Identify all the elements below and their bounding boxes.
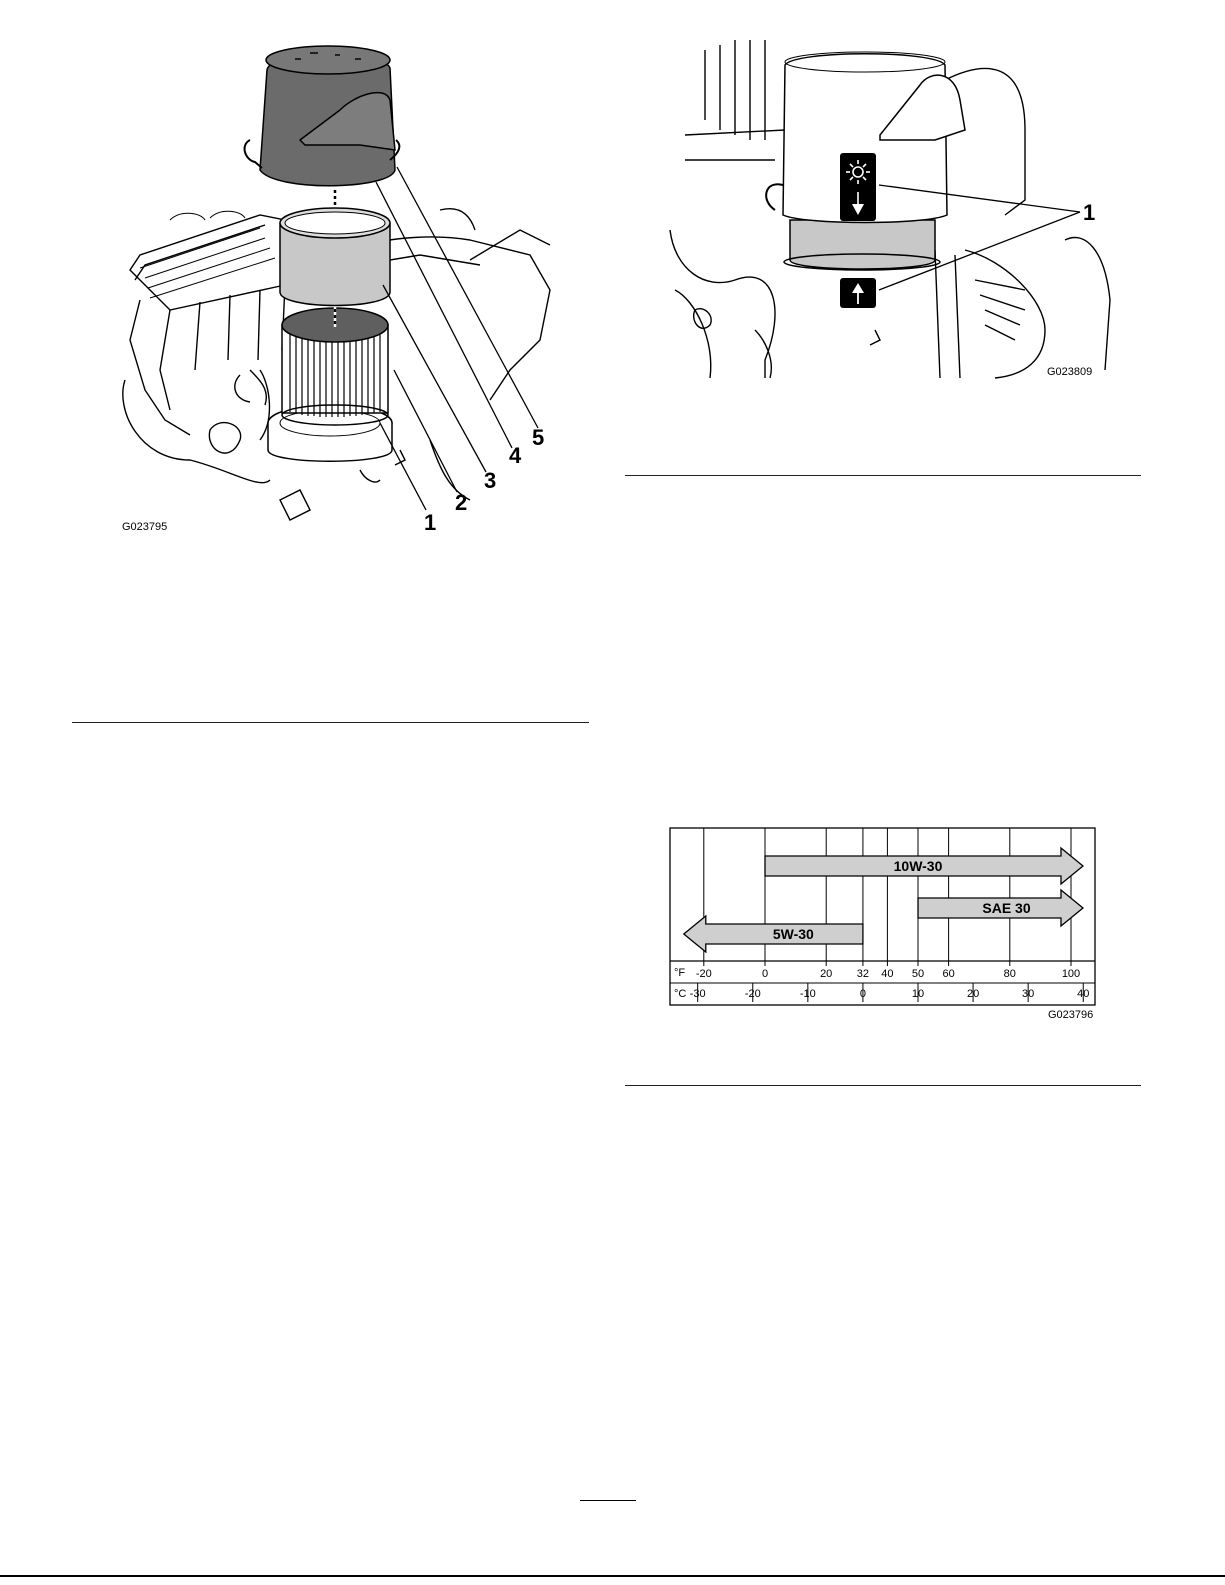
callout-3: 3	[484, 468, 497, 493]
f-tick-label: 60	[942, 968, 955, 980]
f-tick-label: 100	[1061, 968, 1081, 980]
oil-range-label: SAE 30	[982, 900, 1031, 916]
callout-5: 5	[532, 425, 545, 450]
figure-ref-code: G023795	[122, 521, 168, 533]
c-tick-label: 20	[966, 988, 980, 1000]
oil-range-label: 5W-30	[772, 926, 814, 942]
c-tick-label: -30	[689, 988, 706, 1000]
callout-1: 1	[424, 510, 437, 535]
f-tick-label: 32	[856, 968, 870, 980]
page-number-rule	[580, 1500, 636, 1501]
celsius-axis-label: °C	[674, 988, 687, 1000]
air-cleaner-cover-figure	[665, 40, 1115, 385]
f-tick-label: 40	[881, 968, 894, 980]
f-tick-label: 80	[1003, 968, 1016, 980]
c-tick-label: 30	[1022, 988, 1035, 1000]
oil-range-label: 10W-30	[893, 858, 943, 874]
c-tick-label: 0	[859, 988, 866, 1000]
f-tick-label: -20	[695, 968, 712, 980]
section-divider	[625, 1085, 1141, 1086]
fahrenheit-axis-label: °F	[674, 967, 686, 979]
oil-viscosity-chart	[660, 820, 1110, 1025]
callout-4: 4	[509, 443, 522, 468]
c-tick-label: -10	[799, 988, 816, 1000]
section-divider	[625, 475, 1141, 476]
page-footer-rule	[0, 1575, 1225, 1577]
c-tick-label: 40	[1077, 988, 1090, 1000]
c-tick-label: 10	[911, 988, 925, 1000]
figure-ref-code: G023809	[1047, 366, 1093, 378]
air-cleaner-exploded-figure	[110, 40, 590, 540]
f-tick-label: 50	[911, 968, 925, 980]
callout-1: 1	[1083, 200, 1096, 225]
f-tick-label: 0	[761, 968, 769, 980]
callout-2: 2	[455, 490, 468, 515]
c-tick-label: -20	[744, 988, 761, 1000]
f-tick-label: 20	[820, 968, 833, 980]
figure-ref-code: G023796	[1048, 1009, 1094, 1021]
section-divider	[72, 722, 589, 723]
